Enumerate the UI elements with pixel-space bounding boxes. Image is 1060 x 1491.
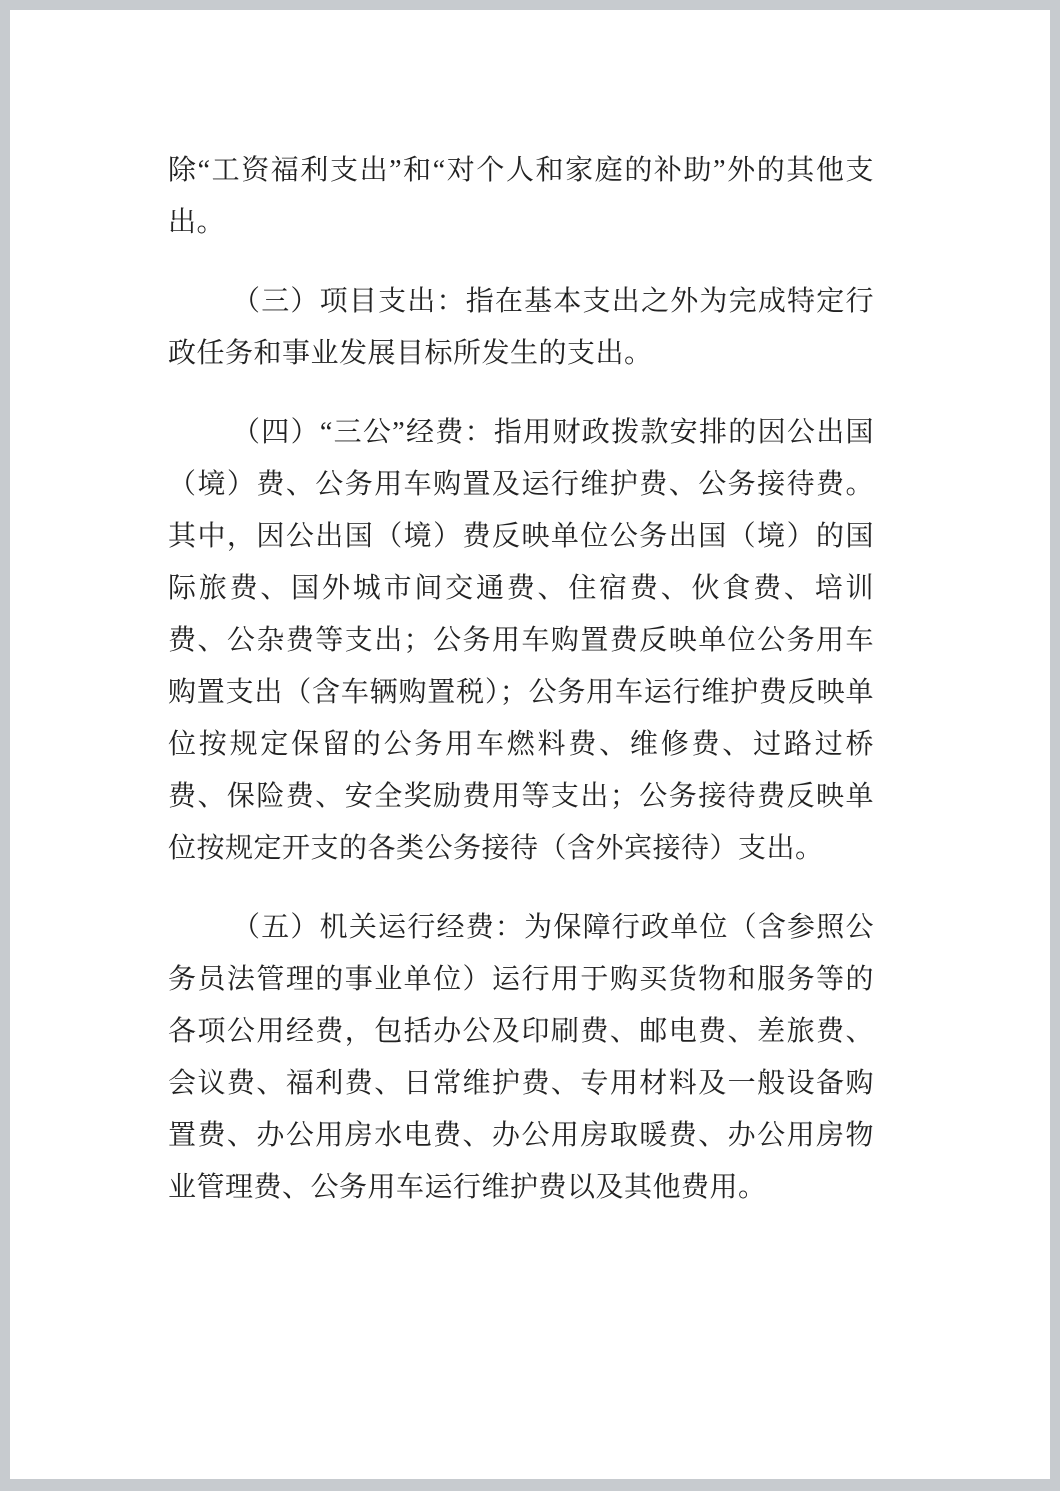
document-page xyxy=(10,10,1050,1479)
paragraph-other-expenditure-continuation: 除“工资福利支出”和“对个人和家庭的补助”外的其他支出。 xyxy=(168,155,874,238)
paragraph-project-expenditure-definition: （三）项目支出：指在基本支出之外为完成特定行政任务和事业发展目标所发生的支出。 xyxy=(168,286,874,369)
paragraph-agency-operating-funds-definition: （五）机关运行经费：为保障行政单位（含参照公务员法管理的事业单位）运行用于购买货物和服务等的各项公用经费，包括办公及印刷费、邮电费、差旅费、会议费、福利费、日常维护费、专用材料及一般设备购置费、办公用房水电费、办公用房取暖费、办公用房物业管理费、公务用车运行维护费以及其他费用。 xyxy=(168,912,874,1203)
document-text-block xyxy=(10,10,1050,1214)
paragraph-three-public-funds-definition: （四）“三公”经费：指用财政拨款安排的因公出国（境）费、公务用车购置及运行维护费、公务接待费。其中，因公出国（境）费反映单位公务出国（境）的国际旅费、国外城市间交通费、住宿费、伙食费、培训费、公杂费等支出；公务用车购置费反映单位公务用车购置支出（含车辆购置税）；公务用车运行维护费反映单位按规定保留的公务用车燃料费、维修费、过路过桥费、保险费、安全奖励费用等支出；公务接待费反映单位按规定开支的各类公务接待（含外宾接待）支出。 xyxy=(168,417,874,864)
